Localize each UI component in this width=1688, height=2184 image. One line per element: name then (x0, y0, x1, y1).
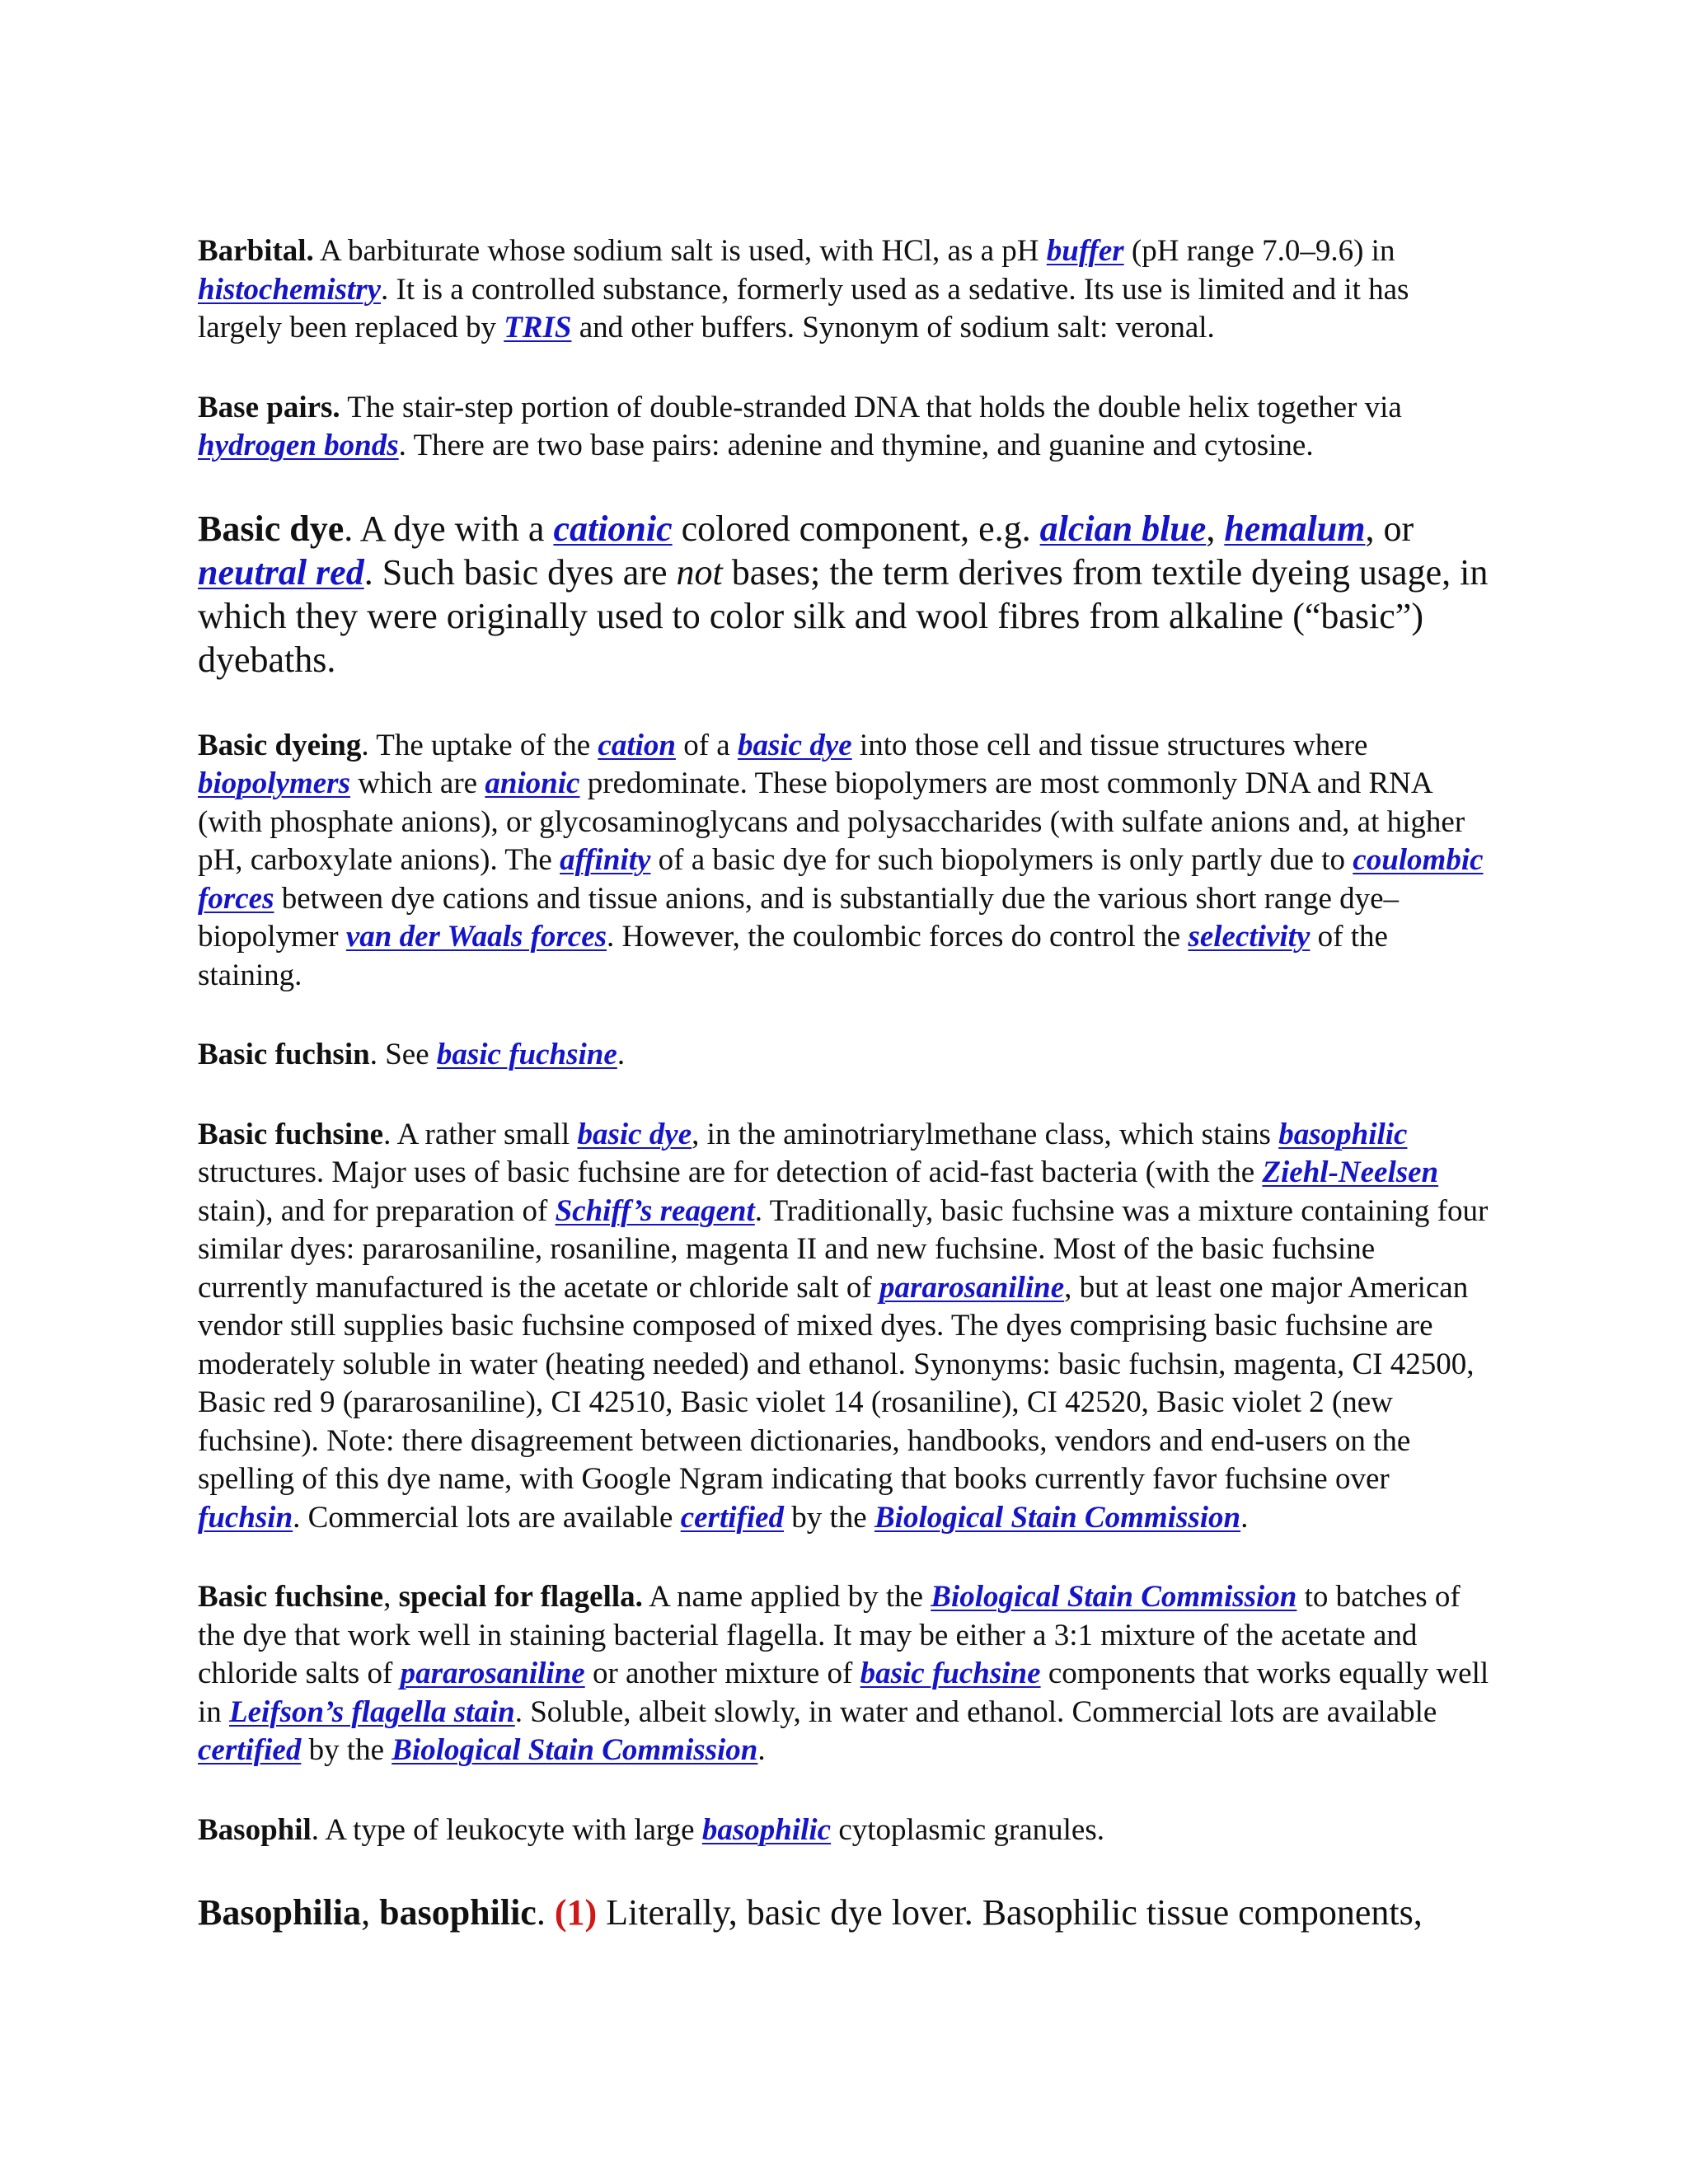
link-certified[interactable]: certified (680, 1500, 785, 1535)
link-biological-stain-commission[interactable]: Biological Stain Commission (392, 1733, 758, 1767)
link-cationic[interactable]: cationic (553, 508, 673, 549)
link-cation[interactable]: cation (598, 728, 676, 762)
link-certified[interactable]: certified (198, 1733, 302, 1767)
entry-term: Basic dye (198, 508, 345, 549)
link-coulombic-forces[interactable]: coulombic forces (198, 843, 1484, 916)
entry-term: Basic fuchsine (198, 1580, 384, 1614)
link-van-der-waals-forces[interactable]: van der Waals forces (345, 920, 607, 954)
link-selectivity[interactable]: selectivity (1188, 920, 1311, 954)
entry-term: Base pairs. (198, 390, 340, 424)
link-leifsons-flagella-stain[interactable]: Leifson’s flagella stain (229, 1694, 515, 1729)
entry-basic-dyeing: Basic dyeing. The uptake of the cation of a basic dye into those cell and tissue structures where biopolymers which are anionic predominate. These biopolymers are most commonly DNA and RNA (with phosphate anions), or glycosaminoglycans and polysaccharides (with sulfate anions and, at higher pH, carboxylate anions). The affinity of a basic dye for such biopolymers is only partly due to coulombic forces between dye cations and tissue anions, and is substantially due the various short range dye–biopolymer van der Waals forces. However, the coulombic forces do control the selectivity of the staining. (198, 728, 1484, 992)
link-basic-dye[interactable]: basic dye (577, 1117, 692, 1151)
entry-term: Basophilia (198, 1892, 362, 1933)
entry-basic-fuchsine-flagella: Basic fuchsine, special for flagella. A name applied by the Biological Stain Commission to batches of the dye that work well in staining bacterial flagella. It may be either a 3:1 mixture of the acetate and chloride salts of pararosaniline or another mixture of basic fuchsine components that works equally well in Leifson’s flagella stain. Soluble, albeit slowly, in water and ethanol. Commercial lots are available certified by the Biological Stain Commission. (198, 1580, 1489, 1767)
link-biological-stain-commission[interactable]: Biological Stain Commission (931, 1580, 1297, 1614)
link-biopolymers[interactable]: biopolymers (198, 766, 350, 800)
entry-basophil: Basophil. A type of leukocyte with large basophilic cytoplasmic granules. (198, 1812, 1104, 1847)
link-fuchsin[interactable]: fuchsin (198, 1500, 293, 1535)
entry-term: Basic dyeing (198, 728, 362, 762)
link-basophilic[interactable]: basophilic (1278, 1117, 1408, 1151)
link-biological-stain-commission[interactable]: Biological Stain Commission (874, 1500, 1241, 1535)
entry-barbital: Barbital. A barbiturate whose sodium salt is used, with HCl, as a pH buffer (pH range 7.0–9.6) in histochemistry. It is a controlled substance, formerly used as a sedative. Its use is limited and it has largely been replaced by TRIS and other buffers. Synonym of sodium salt: veronal. (198, 234, 1409, 344)
entry-term: Basophil (198, 1812, 312, 1847)
entry-subterm: basophilic (379, 1892, 537, 1933)
entry-term: Barbital. (198, 234, 314, 268)
entry-basophilia: Basophilia, basophilic. (1) Literally, basic dye lover. Basophilic tissue components, (198, 1892, 1423, 1933)
sense-number: (1) (554, 1892, 598, 1933)
glossary-page (198, 232, 1490, 1934)
link-ziehl-neelsen[interactable]: Ziehl-Neelsen (1262, 1155, 1439, 1189)
link-histochemistry[interactable]: histochemistry (198, 272, 382, 307)
entry-basic-dye: Basic dye. A dye with a cationic colored component, e.g. alcian blue, hemalum, or neutral red. Such basic dyes are not bases; the term derives from textile dyeing usage, in which they were originally used to color silk and wool fibres from alkaline (“basic”) dyebaths. (198, 508, 1489, 680)
entry-basic-fuchsine: Basic fuchsine. A rather small basic dye, in the aminotriarylmethane class, which stains basophilic structures. Major uses of basic fuchsine are for detection of acid-fast bacteria (with the Ziehl-Neelsen stain), and for preparation of Schiff’s reagent. Traditionally, basic fuchsine was a mixture containing four similar dyes: pararosaniline, rosaniline, magenta II and new fuchsine. Most of the basic fuchsine currently manufactured is the acetate or chloride salt of pararosaniline, but at least one major American vendor still supplies basic fuchsine composed of mixed dyes. The dyes comprising basic fuchsine are moderately soluble in water (heating needed) and ethanol. Synonyms: basic fuchsin, magenta, CI 42500, Basic red 9 (pararosaniline), CI 42510, Basic violet 14 (rosaniline), CI 42520, Basic violet 2 (new fuchsine). Note: there disagreement between dictionaries, handbooks, vendors and end-users on the spelling of this dye name, with Google Ngram indicating that books currently favor fuchsine over fuchsin. Commercial lots are available certified by the Biological Stain Commission. (198, 1117, 1489, 1535)
entry-subterm: special for flagella. (398, 1580, 643, 1614)
entry-term: Basic fuchsin (198, 1038, 370, 1071)
link-hydrogen-bonds[interactable]: hydrogen bonds (198, 429, 399, 462)
link-basic-dye[interactable]: basic dye (737, 728, 852, 762)
link-schiffs-reagent[interactable]: Schiff’s reagent (555, 1193, 755, 1228)
link-alcian-blue[interactable]: alcian blue (1039, 508, 1207, 549)
link-affinity[interactable]: affinity (560, 843, 651, 877)
link-anionic[interactable]: anionic (485, 766, 580, 800)
link-hemalum[interactable]: hemalum (1224, 508, 1366, 549)
entry-term: Basic fuchsine (198, 1117, 384, 1151)
link-basic-fuchsine[interactable]: basic fuchsine (860, 1657, 1041, 1690)
link-tris[interactable]: TRIS (504, 311, 572, 344)
link-basophilic[interactable]: basophilic (701, 1812, 832, 1847)
link-buffer[interactable]: buffer (1046, 234, 1124, 268)
entry-basic-fuchsin: Basic fuchsin. See basic fuchsine. (198, 1038, 626, 1071)
link-neutral-red[interactable]: neutral red (198, 551, 364, 593)
link-pararosaniline[interactable]: pararosaniline (400, 1657, 585, 1690)
entry-base-pairs: Base pairs. The stair-step portion of double-stranded DNA that holds the double helix together via hydrogen bonds. There are two base pairs: adenine and thymine, and guanine and cytosine. (198, 390, 1402, 462)
emphasis-not: not (676, 551, 723, 593)
link-pararosaniline[interactable]: pararosaniline (879, 1270, 1065, 1305)
link-basic-fuchsine[interactable]: basic fuchsine (436, 1038, 617, 1071)
